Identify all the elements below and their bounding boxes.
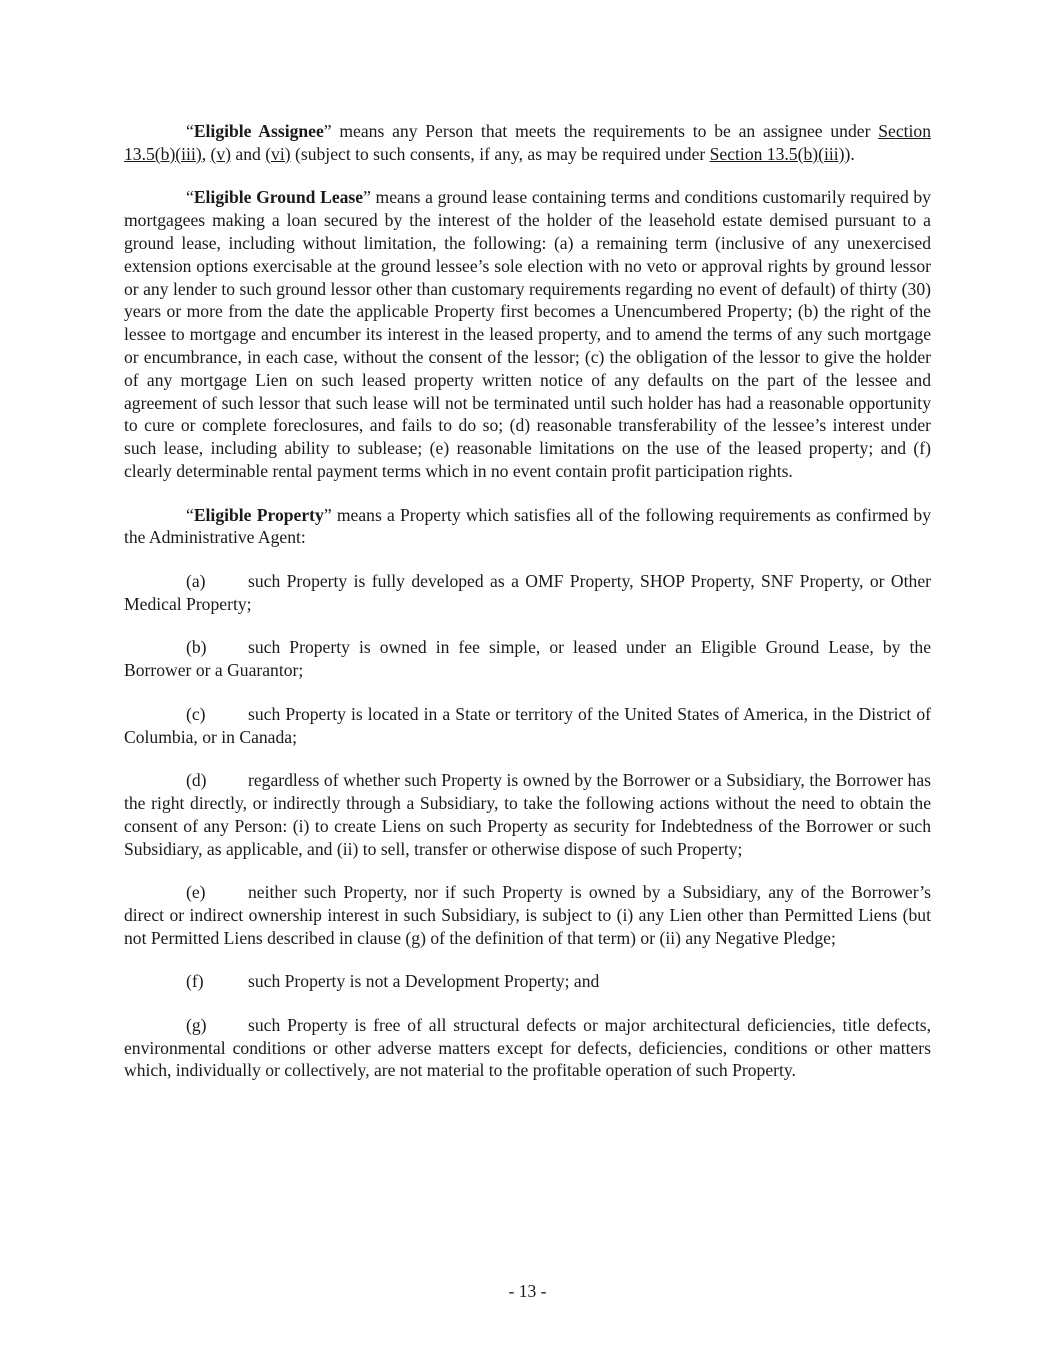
separator-text: , [201, 143, 211, 164]
definition-text: ” means a Property which satisfies all of the following requirements as confirmed by the Administrative Agent: [124, 504, 932, 548]
section-reference[interactable]: Section 13.5(b)(iii) [124, 121, 931, 164]
clause-label: (d) [186, 770, 207, 791]
clause-text: such Property is located in a State or territory of the United States of America, in the District of Columbia, or in Canada; [124, 703, 931, 747]
section-reference[interactable]: Section 13.5(b)(iii) [709, 143, 845, 164]
definition-text: ” means any Person that meets the requirements to be an assignee under [323, 121, 879, 141]
clause-f [124, 970, 931, 993]
definition-eligible-assignee [124, 120, 931, 166]
clause-g [124, 1014, 931, 1082]
clause-text: regardless of whether such Property is owned by the Borrower or a Subsidiary, the Borrower has the right directly, or indirectly through a Subsidiary, to take the following actions without the need to obtain the consent of any Person: (i) to create Liens on such Property as security for Indebtedness of the Borrower or such Subsidiary, as applicable, and (ii) to sell, transfer or otherwise dispose of such Property; [124, 770, 931, 859]
defined-term: Eligible Property [193, 504, 324, 525]
clause-label: (a) [186, 570, 206, 591]
clause-text: such Property is owned in fee simple, or leased under an Eligible Ground Lease, by the Borrower or a Guarantor; [124, 637, 931, 681]
section-reference[interactable]: (v) [210, 143, 231, 164]
clause-c [124, 703, 931, 749]
open-quote: “ [186, 504, 194, 525]
clause-a [124, 570, 931, 616]
definition-text: ” means a ground lease containing terms and conditions customarily required by mortgagees making a loan secured by the interest of the holder of the leasehold estate demised pursuant to a ground lease, including without limitation, the following: (a) a remaining term (inclusive of any unexercised extension options exercisable at the ground lessee’s sole election with no veto or approval rights by ground lessor or any lender to such ground lessor other than customary requirements regarding no event of default) of thirty (30) years or more from the date the applicable Property first becomes a Unencumbered Property; (b) the right of the lessee to mortgage and encumber its interest in the leased property, and to amend the terms of any such mortgage or encumbrance, in each case, without the consent of the lessor; (c) the obligation of the lessor to give the holder of any mortgage Lien on such leased property written notice of any defaults on the part of the lessee and agreement of such lessor that such lease will not be terminated until such holder has had a reasonable opportunity to cure or complete foreclosures, and fails to do so; (d) reasonable transferability of the lessee’s interest under such lease, including ability to sublease; (e) reasonable limitations on the use of the leased property; and (f) clearly determinable rental payment terms which in no event contain profit participation rights. [124, 187, 931, 481]
clause-label: (g) [186, 1014, 207, 1035]
clause-label: (f) [186, 971, 204, 992]
page-number: - 13 - [508, 1281, 547, 1301]
clause-d [124, 769, 931, 860]
clause-label: (c) [186, 703, 206, 724]
clause-text: neither such Property, nor if such Property is owned by a Subsidiary, any of the Borrower’s direct or indirect ownership interest in such Subsidiary, is subject to (i) any Lien other than Permitted Liens (but not Permitted Liens described in clause (g) of the definition of that term) or (ii) any Negative Pledge; [124, 882, 931, 948]
clause-label: (b) [186, 637, 207, 658]
defined-term: Eligible Assignee [193, 121, 324, 141]
clause-text: such Property is not a Development Property; and [248, 971, 600, 992]
clause-text: such Property is free of all structural defects or major architectural deficiencies, title defects, environmental conditions or other adverse matters except for defects, deficiencies, conditions or other matters which, individually or collectively, are not material to the profitable operation of such Property. [124, 1014, 931, 1081]
definition-eligible-ground-lease [124, 186, 931, 482]
document-page [124, 120, 931, 1103]
separator-text: and [231, 143, 266, 164]
definition-text: ). [844, 143, 855, 164]
definition-eligible-property [124, 504, 931, 550]
section-reference[interactable]: (vi) [265, 143, 291, 164]
clause-text: such Property is fully developed as a OMF Property, SHOP Property, SNF Property, or Other Medical Property; [124, 570, 931, 614]
clause-label: (e) [186, 882, 206, 903]
open-quote: “ [186, 187, 194, 208]
definition-text: (subject to such consents, if any, as may be required under [290, 143, 710, 164]
open-quote: “ [186, 121, 194, 141]
clause-e [124, 881, 931, 949]
defined-term: Eligible Ground Lease [193, 187, 364, 208]
clause-b [124, 636, 931, 682]
